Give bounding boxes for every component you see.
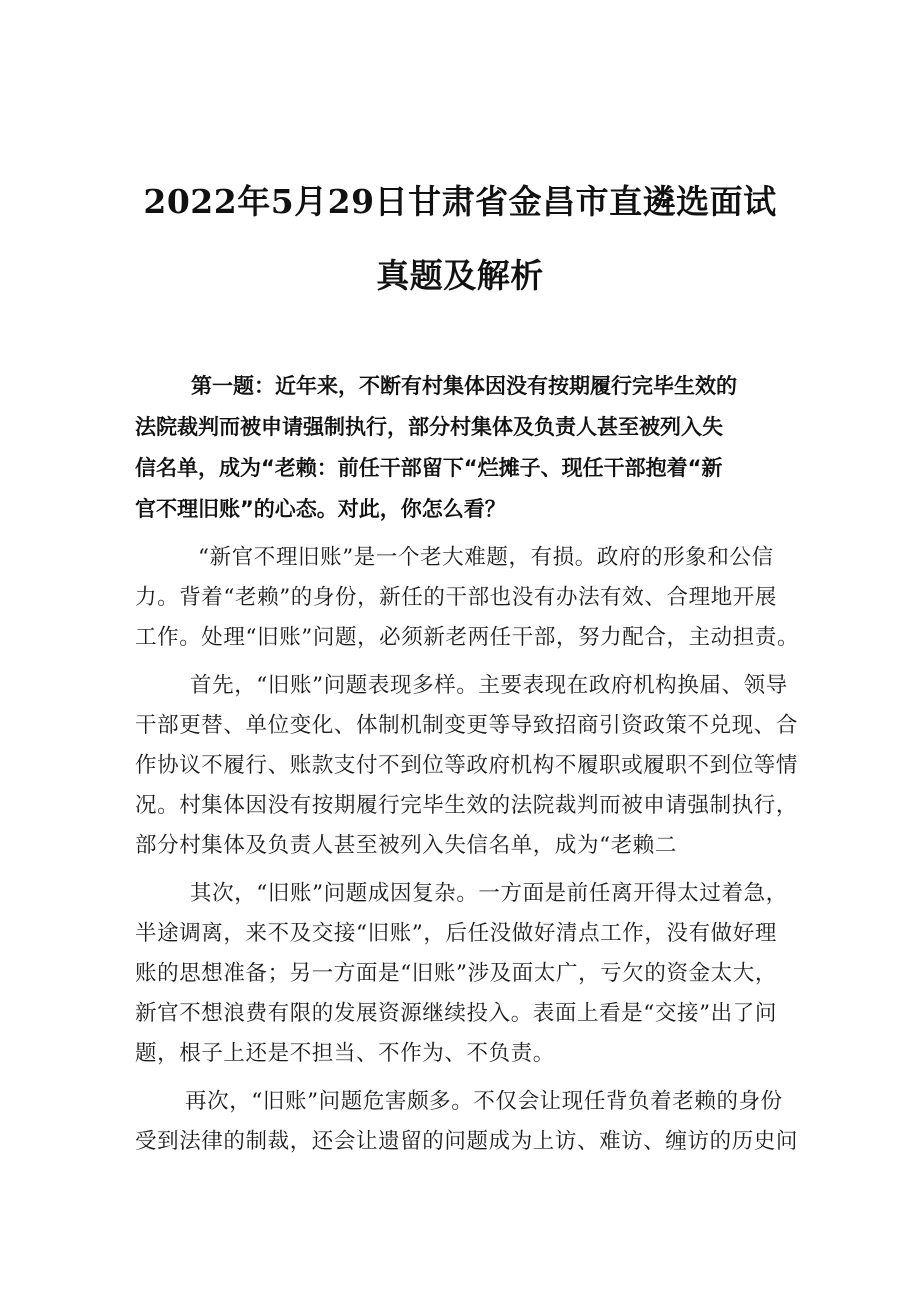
answer-line: 账的思想准备；另一方面是“旧账”涉及面太广，亏欠的资金太大， bbox=[135, 961, 777, 986]
document-title-line-2: 真题及解析 bbox=[376, 256, 544, 295]
answer-line: 力。背着“老赖”的身份，新任的干部也没有办法有效、合理地开展 bbox=[135, 585, 777, 610]
answer-line: 新官不想浪费有限的发展资源继续投入。表面上看是“交接”出了问 bbox=[135, 1001, 777, 1026]
question-line: 官不理旧账”的心态。对此，你怎么看？ bbox=[135, 497, 506, 521]
question-line: 第一题：近年来，不断有村集体因没有按期履行完毕生效的 bbox=[191, 374, 737, 398]
answer-line: 部分村集体及负责人甚至被列入失信名单，成为“老赖二 bbox=[135, 833, 677, 858]
answer-line: 受到法律的制裁，还会让遗留的问题成为上访、难访、缠访的历史问 bbox=[135, 1129, 799, 1154]
question-line: 法院裁判而被申请强制执行，部分村集体及负责人甚至被列入失 bbox=[135, 415, 723, 439]
answer-line: 工作。处理“旧账”问题，必须新老两任干部，努力配合，主动担责。 bbox=[135, 625, 800, 650]
answer-line: “新官不理旧账”是一个老大难题，有损。政府的形象和公信 bbox=[198, 545, 774, 570]
answer-line: 再次，“旧账”问题危害颇多。不仅会让现任背负着老赖的身份 bbox=[185, 1089, 783, 1114]
answer-line: 况。村集体因没有按期履行完毕生效的法院裁判而被申请强制执行， bbox=[135, 793, 799, 818]
answer-line: 首先，“旧账”问题表现多样。主要表现在政府机构换届、领导 bbox=[190, 673, 788, 698]
answer-line: 作协议不履行、账款支付不到位等政府机构不履职或履职不到位等情 bbox=[135, 753, 799, 778]
question-line: 信名单，成为“老赖：前任干部留下“烂摊子、现任干部抱着“新 bbox=[135, 456, 723, 480]
answer-line: 其次，“旧账”问题成因复杂。一方面是前任离开得太过着急， bbox=[190, 881, 788, 906]
document-title-line-1: 2022年5月29日甘肃省金昌市直遴选面试 bbox=[143, 182, 777, 221]
answer-line: 半途调离，来不及交接“旧账”，后任没做好清点工作，没有做好理 bbox=[135, 921, 777, 946]
answer-line: 干部更替、单位变化、体制机制变更等导致招商引资政策不兑现、合 bbox=[135, 713, 799, 738]
answer-line: 题，根子上还是不担当、不作为、不负责。 bbox=[135, 1041, 555, 1066]
